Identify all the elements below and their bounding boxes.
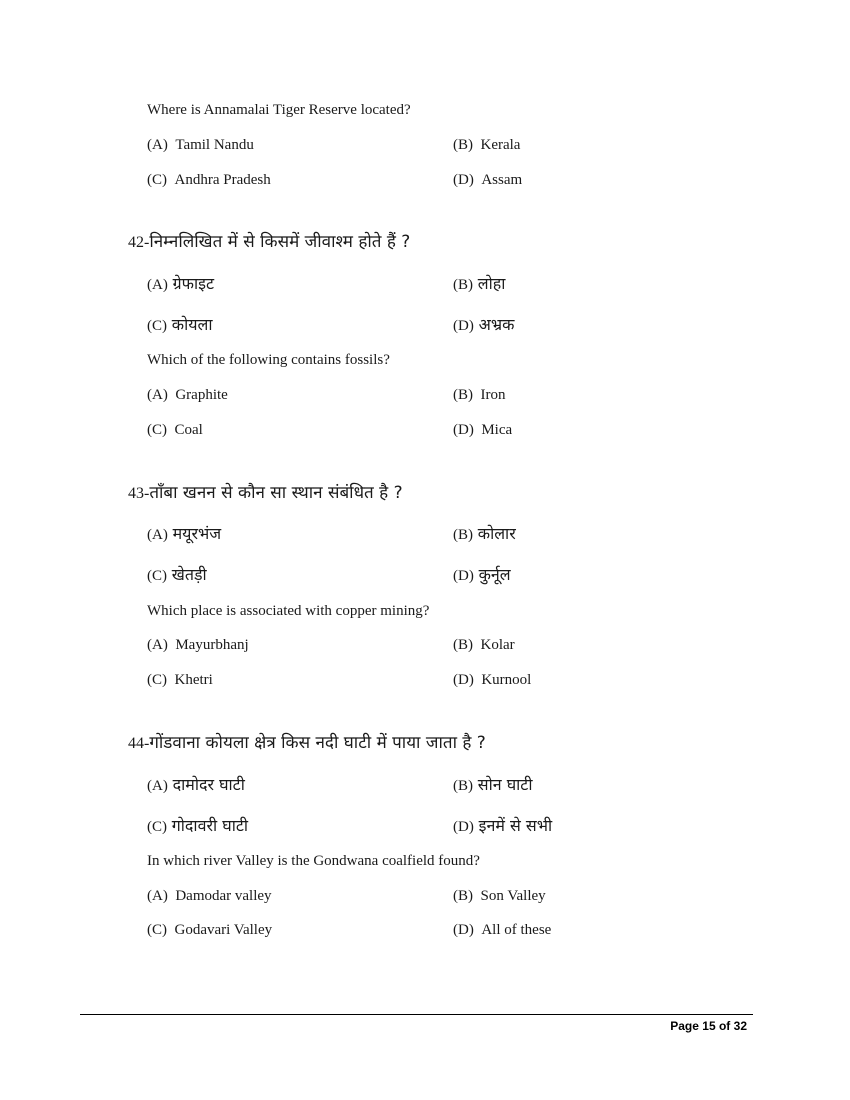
question-number: 43- [128,485,150,502]
q42-en-option-b [453,387,506,404]
option-label: (D) [453,568,474,584]
option-label: (D) [453,422,474,438]
option-text: Damodar valley [175,888,272,904]
of-label: of [718,1019,731,1033]
option-label: (A) [147,387,168,403]
question-44-hindi [128,730,486,753]
option-text: Kolar [480,637,515,653]
option-text: Mica [481,422,513,438]
option-text: Son Valley [480,888,546,904]
option-label: (C) [147,318,167,334]
option-text: लोहा [477,274,506,293]
option-label: (D) [453,672,474,688]
option-label: (D) [453,819,474,835]
question-text: निम्नलिखित में से किसमें जीवाश्म होते हैं ? [149,232,411,252]
question-41-english: Where is Annamalai Tiger Reserve located? [147,102,411,118]
option-text: मयूरभंज [172,524,222,543]
option-text: कोयला [171,315,213,334]
option-label: (B) [453,277,473,293]
question-42-hindi [128,229,410,252]
option-label: (A) [147,137,168,153]
q43-hi-option-d [453,563,511,585]
question-44-english: In which river Valley is the Gondwana coalfield found? [147,853,480,869]
option-label: (C) [147,672,167,688]
option-label: (B) [453,888,473,904]
option-text: Iron [480,387,506,403]
q43-hi-option-a [147,522,221,544]
page-number: 15 [702,1019,716,1033]
q44-en-option-d [453,922,551,939]
q44-hi-option-b [453,773,533,795]
q43-en-option-a [147,637,249,654]
option-label: (B) [453,527,473,543]
option-label: (B) [453,387,473,403]
option-label: (D) [453,922,474,938]
q43-en-option-c [147,672,213,689]
option-text: अभ्रक [478,315,515,334]
option-label: (A) [147,888,168,904]
option-text: Tamil Nandu [175,137,254,153]
option-text: खेतड़ी [171,565,207,584]
q42-en-option-a [147,387,228,404]
option-label: (C) [147,819,167,835]
option-label: (C) [147,172,167,188]
q44-en-option-a [147,888,272,905]
option-text: Khetri [174,672,213,688]
option-text: सोन घाटी [477,775,533,794]
q44-hi-option-c [147,814,248,836]
question-text: गोंडवाना कोयला क्षेत्र किस नदी घाटी में पाया जाता है ? [149,733,486,753]
page-label: Page [670,1019,699,1033]
option-label: (C) [147,568,167,584]
q41-en-option-d [453,172,522,189]
option-text: Mayurbhanj [175,637,249,653]
option-label: (A) [147,277,168,293]
question-text: ताँबा खनन से कौन सा स्थान संबंधित है ? [149,483,403,503]
question-43-hindi [128,480,403,503]
option-label: (A) [147,527,168,543]
q44-hi-option-d [453,814,552,836]
option-text: ग्रेफाइट [172,274,215,293]
footer-divider [80,1014,753,1015]
q43-hi-option-c [147,563,207,585]
option-label: (C) [147,922,167,938]
option-text: इनमें से सभी [478,816,553,835]
option-text: Kurnool [481,672,532,688]
option-label: (B) [453,137,473,153]
q41-en-option-b [453,137,520,154]
option-label: (B) [453,637,473,653]
q42-hi-option-b [453,272,505,294]
option-text: Kerala [480,137,521,153]
q43-en-option-b [453,637,515,654]
option-text: Andhra Pradesh [174,172,271,188]
option-text: कोलार [477,524,516,543]
option-label: (A) [147,637,168,653]
option-label: (D) [453,318,474,334]
q43-hi-option-b [453,522,516,544]
option-text: गोदावरी घाटी [171,816,249,835]
q44-en-option-c [147,922,272,939]
q42-en-option-c [147,422,203,439]
option-text: Graphite [175,387,228,403]
q44-hi-option-a [147,773,245,795]
option-label: (C) [147,422,167,438]
option-text: Assam [481,172,523,188]
q42-en-option-d [453,422,512,439]
option-label: (B) [453,778,473,794]
option-text: दामोदर घाटी [172,775,245,794]
option-text: Godavari Valley [174,922,273,938]
option-text: Coal [174,422,203,438]
q43-en-option-d [453,672,531,689]
option-label: (A) [147,778,168,794]
q41-en-option-c [147,172,271,189]
q42-hi-option-c [147,313,213,335]
q44-en-option-b [453,888,546,905]
total-pages: 32 [733,1019,747,1033]
question-number: 44- [128,735,150,752]
option-label: (D) [453,172,474,188]
option-text: All of these [481,922,552,938]
option-text: कुर्नूल [478,565,511,584]
question-42-english: Which of the following contains fossils? [147,352,390,368]
q42-hi-option-a [147,272,214,294]
q42-hi-option-d [453,313,514,335]
page-footer [670,1019,747,1033]
question-43-english: Which place is associated with copper mining? [147,603,430,619]
q41-en-option-a [147,137,254,154]
question-number: 42- [128,234,150,251]
